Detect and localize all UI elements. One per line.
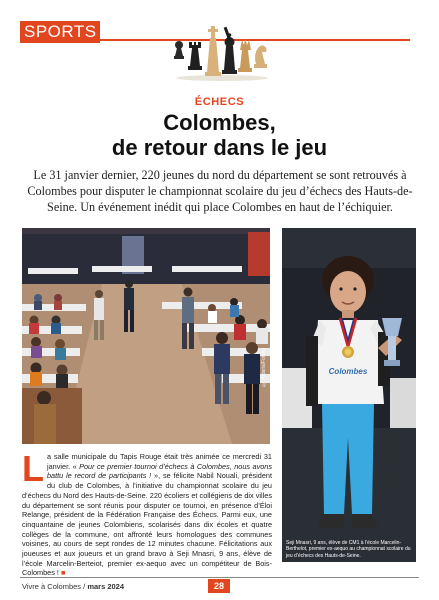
article-kicker: ÉCHECS xyxy=(194,96,245,108)
article-lede: Le 31 janvier dernier, 220 jeunes du nord du département se sont retrouvés à Colombes pour disputer le championnat scolaire du jeu d’échecs des Hauts-de-Seine. Un événement inédit qui place Colombes en haut de l’échiquier. xyxy=(27,168,413,214)
footer-separator: / xyxy=(81,582,88,591)
winner-portrait-illustration xyxy=(282,228,416,562)
page-number: 28 xyxy=(208,579,230,593)
tournament-hall-illustration xyxy=(22,228,270,444)
chess-pieces-icon xyxy=(168,18,276,82)
tournament-photo xyxy=(22,228,270,444)
body-text-part-1: a salle municipale du Tapis Rouge était très animée ce mercredi 31 janvier. « xyxy=(47,452,272,471)
headline-line-2: de retour dans le jeu xyxy=(111,135,328,160)
footer-rule xyxy=(20,577,419,578)
headline-line-1: Colombes, xyxy=(163,110,276,135)
photo-caption: Seji Mnasri, 9 ans, élève de CM1 à l’école Marcelin-Berthelot, premier ex-aequo au championnat scolaire du jeu d’échecs des Hauts-de-Seine. xyxy=(286,539,411,559)
drop-cap: L xyxy=(22,448,44,489)
winner-photo xyxy=(282,228,416,562)
article-headline xyxy=(0,110,439,160)
end-mark-icon: ■ xyxy=(60,568,66,578)
body-quote: Pour ce premier tournoi d’échecs à Colombes, nous avons battu le record de participants ! xyxy=(47,461,272,481)
publication-name: Vivre à Colombes xyxy=(22,582,82,591)
shirt-text: Colombes xyxy=(328,367,368,376)
article-body xyxy=(22,448,273,578)
section-label: SPORTS xyxy=(24,22,97,41)
footer-publication xyxy=(22,582,124,591)
section-tag xyxy=(20,21,100,43)
issue-date: mars 2024 xyxy=(87,582,125,591)
photo-credit: © Aldaris/Fotolia xyxy=(261,348,267,387)
body-text-part-2: », se félicite Nabil Nouali, président du club de Colombes, à l’initiative du championnat scolaire du jeu d’échecs du Nord des Hauts-de-Seine. 220 écoliers et collégiens de dix villes du département se sont réunis pour disputer ce tournoi, en présence d’Éloi Relange, président de la Fédération Française des Échecs. Parmi eux, une cinquantaine de jeunes Colombiens, scolarisés dans dix écoles et quatre collèges de la commune, ont affronté leurs homologues des communes voisines, au cours de sept rondes de 12 minutes chacune. Félicitations aux joueuses et aux joueurs et un grand bravo à Seji Mnasri, 9 ans, élève de l’école Marcelin-Berteiot, premier ex-aequo avec un compétiteur de Bois-Colombes ! xyxy=(22,471,273,578)
